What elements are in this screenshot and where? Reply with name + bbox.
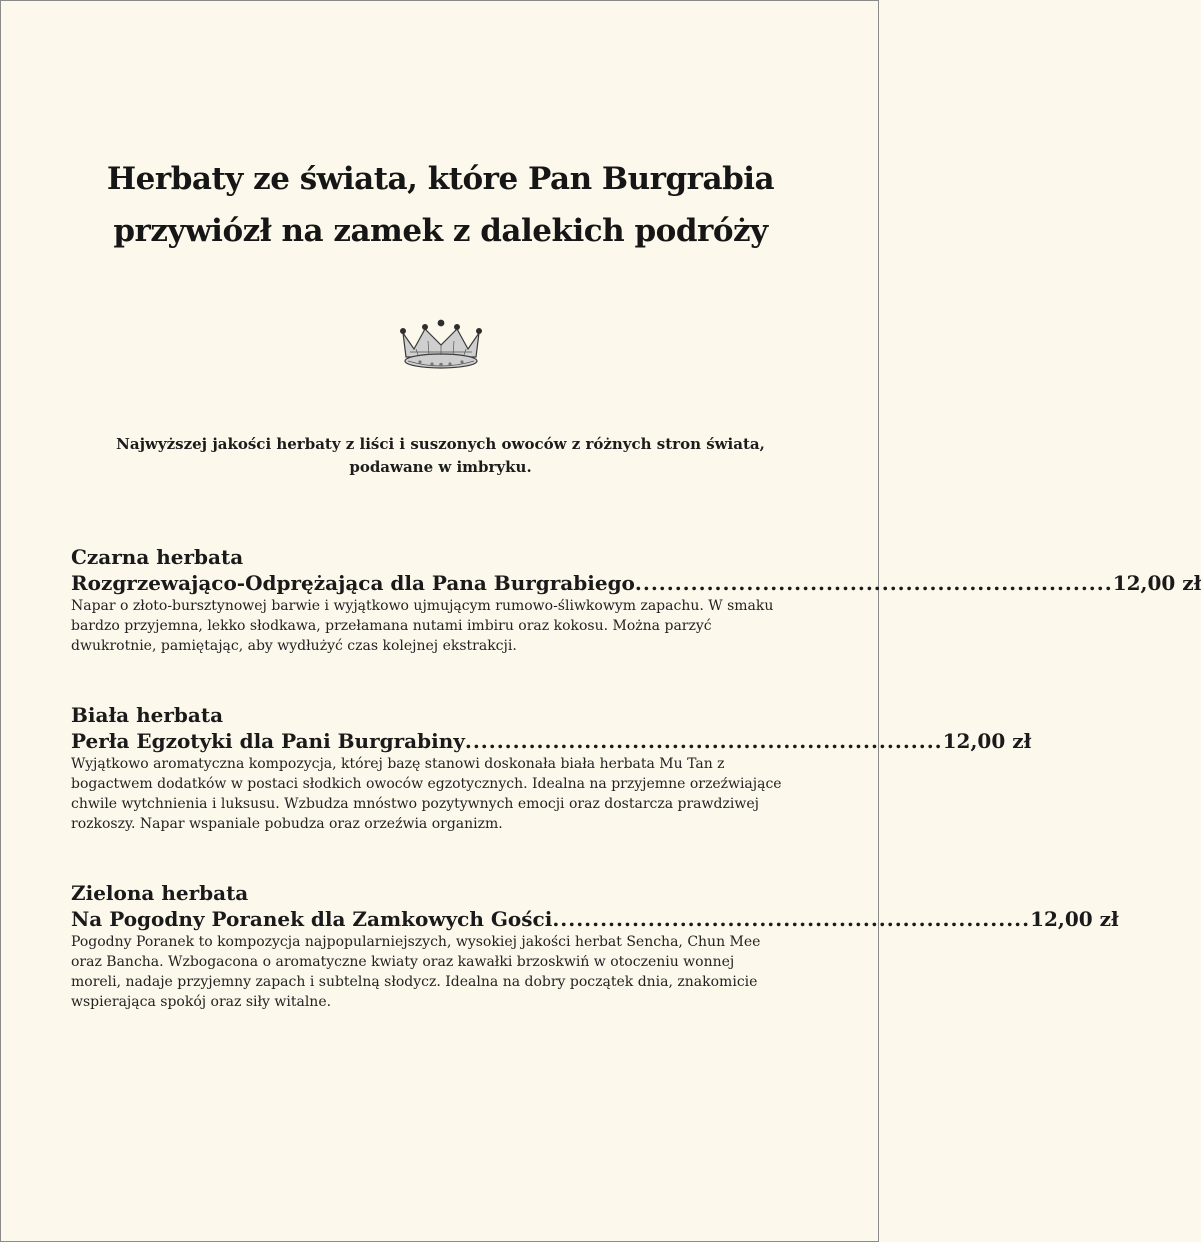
page-title-line-1: Herbaty ze świata, które Pan Burgrabia <box>106 161 775 197</box>
item-price: 12,00 zł <box>1112 571 1201 595</box>
category-heading: Zielona herbata <box>71 881 249 905</box>
menu-item-line <box>71 728 1032 754</box>
section-black-tea <box>71 544 1201 656</box>
intro-line-2: podawane w imbryku. <box>349 458 532 476</box>
dot-leader: ............................................................ <box>464 729 943 753</box>
item-name: Rozgrzewająco-Odprężająca dla Pana Burgrabiego <box>71 571 635 595</box>
item-description: Wyjątkowo aromatyczna kompozycja, której bazę stanowi doskonała biała herbata Mu Tan z bogactwem dodatków w postaci słodkich owoców egzotycznych. Idealna na przyjemne orzeźwiające chwile wytchnienia i luksusu. Wzbudza mnóstwo pozytywnych emocji oraz dostarcza prawdziwej rozkoszy. Napar wspaniale pobudza oraz orzeźwia organizm. <box>71 756 782 832</box>
item-name: Na Pogodny Poranek dla Zamkowych Gości <box>71 907 553 931</box>
item-price: 12,00 zł <box>1030 907 1119 931</box>
item-description: Pogodny Poranek to kompozycja najpopularniejszych, wysokiej jakości herbat Sencha, Chun Mee oraz Bancha. Wzbogacona o aromatyczne kwiaty oraz kawałki brzoskwiń w otoczeniu wonnej moreli, nadaje przyjemny zapach i subtelną słodycz. Idealna na dobry początek dnia, znakomicie wspierająca spokój oraz siły witalne. <box>71 934 761 1010</box>
section-white-tea <box>71 702 1032 834</box>
item-name: Perła Egzotyki dla Pani Burgrabiny <box>71 729 465 753</box>
crown-icon <box>398 319 484 371</box>
intro-line-1: Najwyższej jakości herbaty z liści i suszonych owoców z różnych stron świata, <box>116 435 765 453</box>
category-heading: Czarna herbata <box>71 545 244 569</box>
menu-item-line <box>71 570 1201 596</box>
item-price: 12,00 zł <box>942 729 1032 753</box>
category-heading: Biała herbata <box>71 703 224 727</box>
intro-text <box>1 433 880 479</box>
section-green-tea <box>71 880 1119 1012</box>
menu-item-line <box>71 906 1119 932</box>
dot-leader: ............................................................ <box>552 907 1031 931</box>
item-description: Napar o złoto-bursztynowej barwie i wyjątkowo ujmującym rumowo-śliwkowym zapachu. W smaku bardzo przyjemna, lekko słodkawa, przełamana nutami imbiru oraz kokosu. Można parzyć dwukrotnie, pamiętając, aby wydłużyć czas kolejnej ekstrakcji. <box>71 598 774 654</box>
page-title-line-2: przywiózł na zamek z dalekich podróży <box>113 213 768 249</box>
page-title <box>1 153 880 257</box>
dot-leader: ............................................................ <box>634 571 1113 595</box>
